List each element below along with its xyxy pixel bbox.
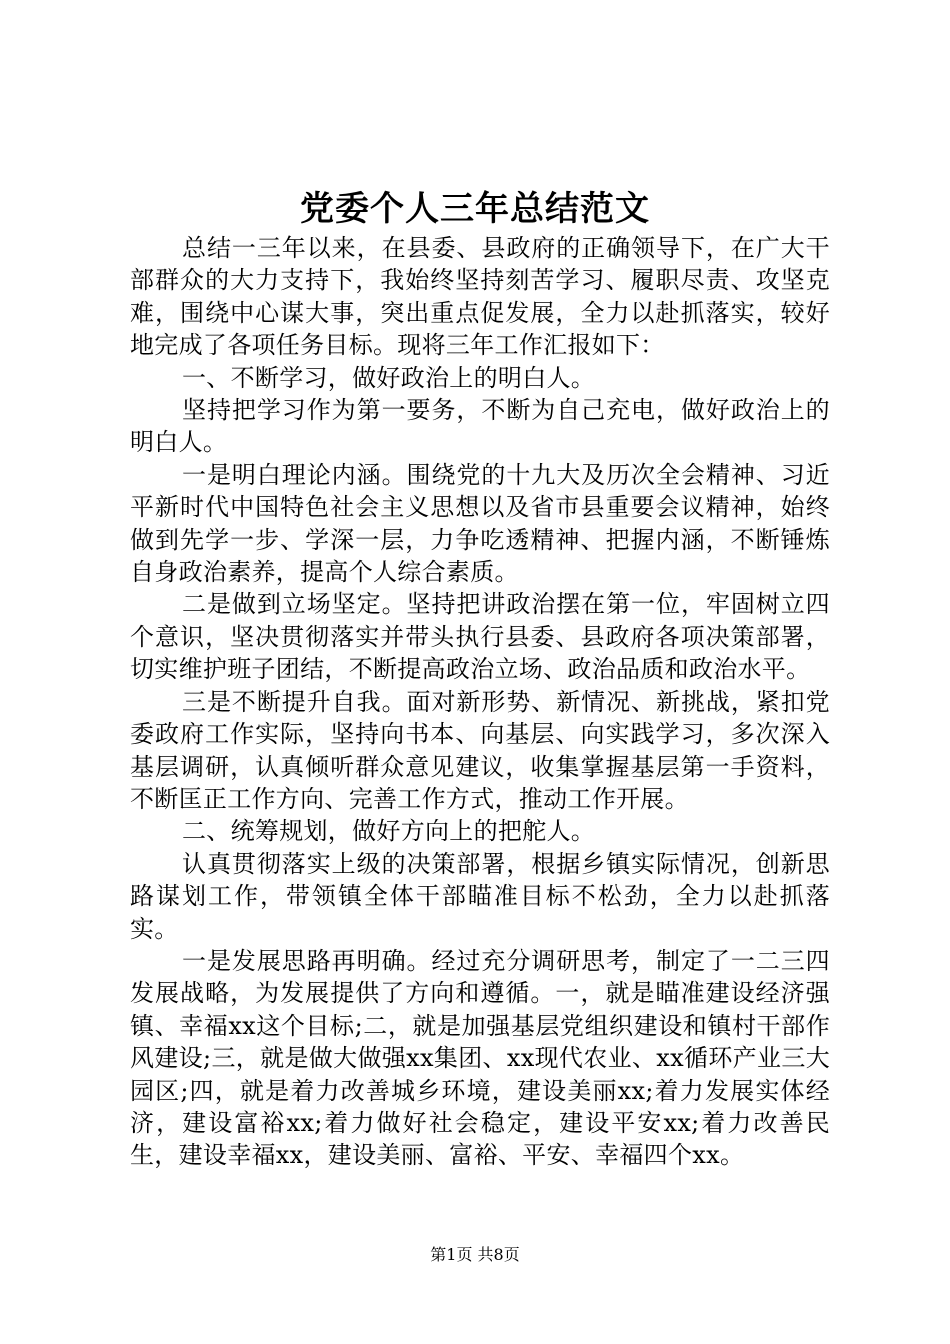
- paragraph-intro: 总结一三年以来，在县委、县政府的正确领导下，在广大干部群众的大力支持下，我始终坚持刻苦学习、履职尽责、攻坚克难，围绕中心谋大事，突出重点促发展，全力以赴抓落实，较好地完成了各项任务目标。现将三年工作汇报如下：: [130, 234, 830, 360]
- paragraph-section-1-point-3: 三是不断提升自我。面对新形势、新情况、新挑战，紧扣党委政府工作实际，坚持向书本、向基层、向实践学习，多次深入基层调研，认真倾听群众意见建议，收集掌握基层第一手资料，不断匡正工作方向、完善工作方式，推动工作开展。: [130, 687, 830, 813]
- paragraph-section-1-summary: 坚持把学习作为第一要务，不断为自己充电，做好政治上的明白人。: [130, 396, 830, 457]
- page-number-footer: 第1页 共8页: [430, 1245, 520, 1264]
- paragraph-section-1-point-2: 二是做到立场坚定。坚持把讲政治摆在第一位，牢固树立四个意识，坚决贯彻落实并带头执行县委、县政府各项决策部署，切实维护班子团结，不断提高政治立场、政治品质和政治水平。: [130, 590, 830, 684]
- section-heading-1: 一、不断学习，做好政治上的明白人。: [182, 363, 596, 392]
- paragraph-section-1-point-1: 一是明白理论内涵。围绕党的十九大及历次全会精神、习近平新时代中国特色社会主义思想以及省市县重要会议精神，始终做到先学一步、学深一层，力争吃透精神、把握内涵，不断锤炼自身政治素养，提高个人综合素质。: [130, 460, 830, 587]
- paragraph-section-2-point-1: 一是发展思路再明确。经过充分调研思考，制定了一二三四发展战略，为发展提供了方向和遵循。一，就是瞄准建设经济强镇、幸福xx这个目标;二，就是加强基层党组织建设和镇村干部作风建设;三，就是做大做强xx集团、xx现代农业、xx循环产业三大园区;四，就是着力改善城乡环境，建设美丽xx;着力发展实体经济，建设富裕xx;着力做好社会稳定，建设平安xx;着力改善民生，建设幸福xx，建设美丽、富裕、平安、幸福四个xx。: [130, 946, 830, 1170]
- section-heading-2: 二、统筹规划，做好方向上的把舵人。: [182, 817, 596, 846]
- document-body: [130, 232, 830, 1172]
- document-title: 党委个人三年总结范文: [300, 189, 650, 229]
- paragraph-section-2-summary: 认真贯彻落实上级的决策部署，根据乡镇实际情况，创新思路谋划工作，带领镇全体干部瞄准目标不松劲，全力以赴抓落实。: [130, 849, 830, 943]
